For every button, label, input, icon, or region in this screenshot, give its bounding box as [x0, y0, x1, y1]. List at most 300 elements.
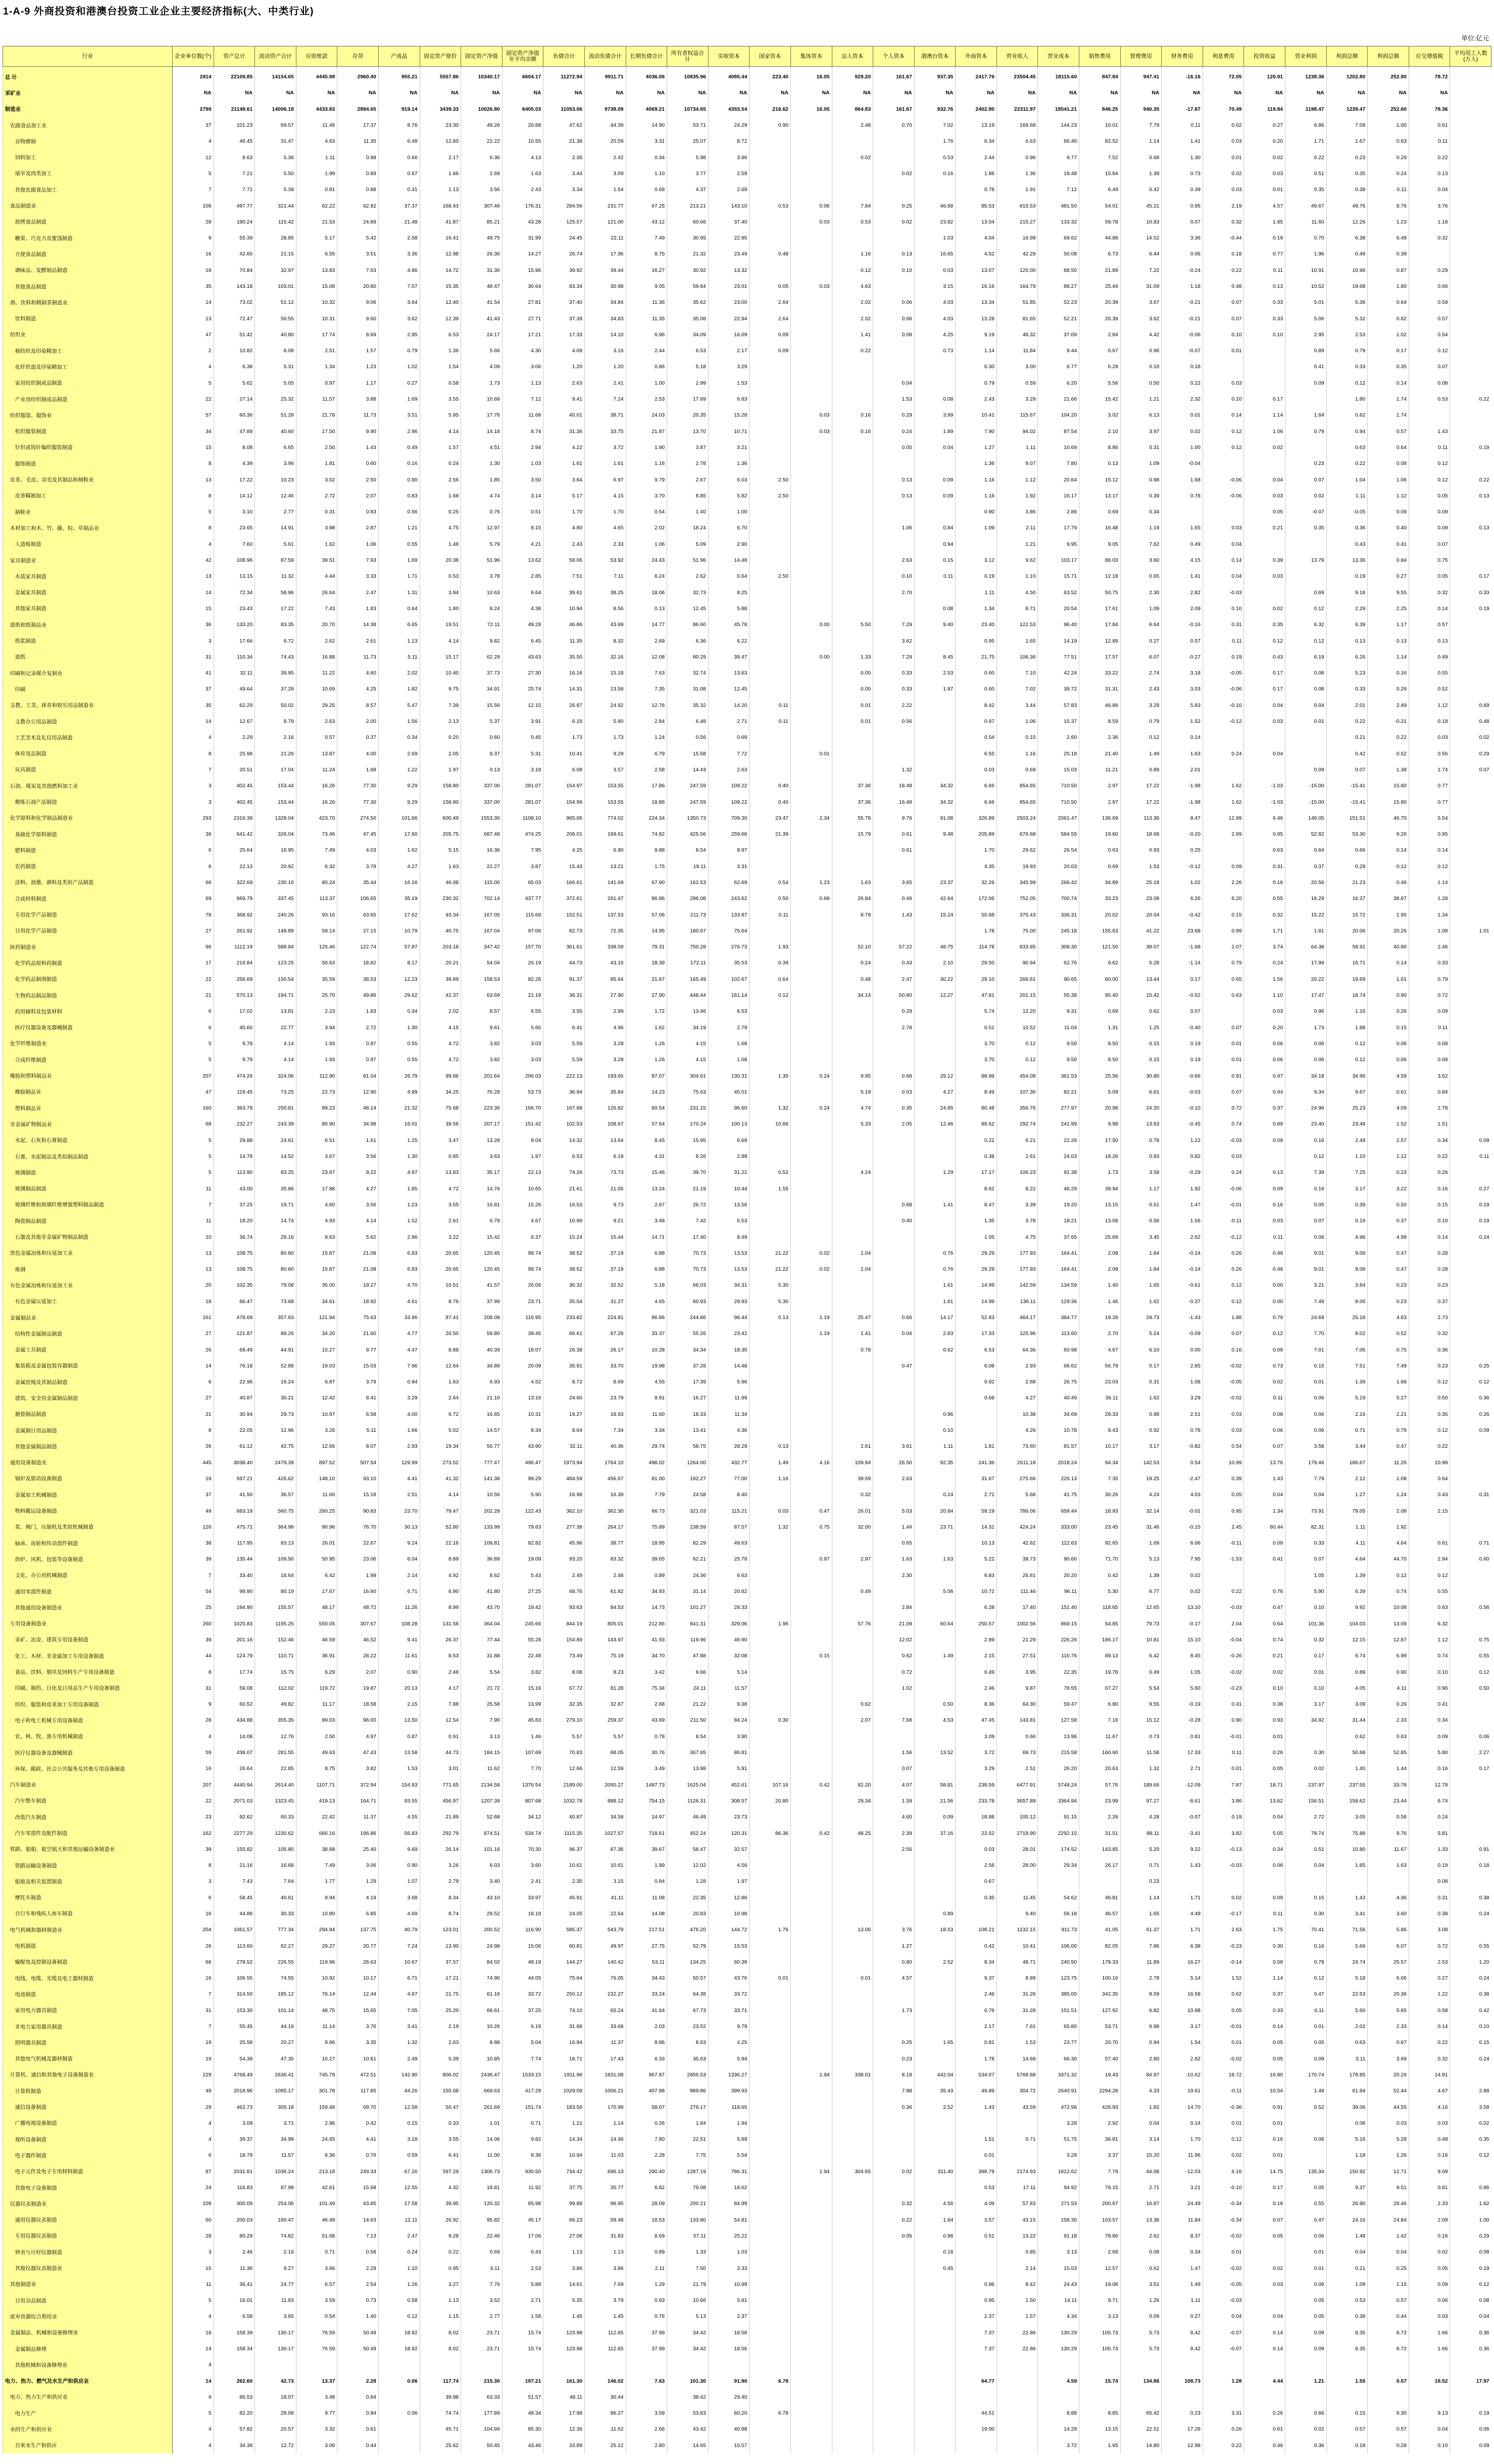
- value-cell: 2.70: [1079, 1326, 1121, 1342]
- value-cell: [790, 1535, 832, 1551]
- value-cell: [914, 842, 956, 858]
- value-cell: [790, 826, 832, 842]
- value-cell: 17.62: [378, 906, 420, 922]
- value-cell: 75.63: [667, 1084, 709, 1100]
- value-cell: 1323.45: [255, 1793, 296, 1809]
- value-cell: [914, 1890, 956, 1906]
- table-row: [3, 133, 1492, 149]
- value-cell: 1.00: [1162, 440, 1203, 455]
- value-cell: [749, 455, 791, 471]
- value-cell: 89.13: [1079, 1648, 1121, 1664]
- value-cell: 4.44: [296, 568, 337, 584]
- value-cell: [749, 2003, 791, 2018]
- value-cell: 211.50: [667, 1712, 709, 1728]
- value-cell: 0.16: [914, 166, 956, 182]
- value-cell: 25.07: [667, 133, 709, 149]
- value-cell: 8.47: [956, 1197, 997, 1213]
- value-cell: 0.62: [1326, 407, 1368, 423]
- value-cell: 0.06: [1285, 2131, 1327, 2147]
- industry-name-cell: 物料搬运设备制造: [3, 1503, 173, 1519]
- value-cell: 0.25: [873, 198, 915, 214]
- value-cell: 87.54: [1038, 424, 1079, 440]
- value-cell: 321.03: [667, 1503, 709, 1519]
- value-cell: 18541.21: [1038, 101, 1079, 117]
- value-cell: 0.72: [1409, 1938, 1450, 1954]
- value-cell: 1.74: [1368, 407, 1409, 423]
- value-cell: 12.65: [1120, 1599, 1162, 1615]
- value-cell: 0.09: [914, 1809, 956, 1825]
- value-cell: 99.74: [502, 1245, 543, 1261]
- value-cell: -1.98: [1162, 778, 1203, 794]
- value-cell: 2894.65: [337, 101, 379, 117]
- value-cell: [873, 278, 915, 294]
- value-cell: 55.45: [214, 2018, 255, 2034]
- value-cell: 6.03: [708, 471, 749, 487]
- value-cell: 60.38: [708, 1954, 749, 1970]
- value-cell: 10340.17: [461, 67, 502, 85]
- value-cell: 2.84: [873, 1599, 915, 1615]
- value-cell: 3.42: [626, 1664, 667, 1680]
- value-cell: 4.11: [1368, 1680, 1409, 1696]
- value-cell: 2.04: [1203, 1616, 1244, 1632]
- value-cell: 117.85: [337, 2083, 379, 2099]
- value-cell: 49.86: [337, 987, 379, 1003]
- value-cell: [832, 488, 873, 504]
- value-cell: [1244, 2357, 1285, 2373]
- value-cell: 4.03: [337, 842, 379, 858]
- value-cell: 1.71: [378, 568, 420, 584]
- value-cell: 0.95: [1203, 1503, 1244, 1519]
- value-cell: 0.76: [337, 2147, 379, 2163]
- industry-name-cell: 体育用品制造: [3, 745, 173, 761]
- value-cell: 1.75: [626, 859, 667, 875]
- value-cell: 11.57: [708, 1680, 749, 1696]
- value-cell: [790, 842, 832, 858]
- value-cell: 337.00: [461, 778, 502, 794]
- value-cell: [1450, 166, 1492, 182]
- value-cell: 1.63: [832, 875, 873, 891]
- value-cell: 26.14: [420, 1841, 461, 1857]
- value-cell: 0.19: [956, 568, 997, 584]
- table-row: [3, 166, 1492, 182]
- table-row: [3, 2357, 1492, 2373]
- value-cell: 3.40: [461, 1873, 502, 1889]
- value-cell: [749, 424, 791, 440]
- value-cell: 1.08: [1409, 923, 1450, 939]
- value-cell: 13: [173, 471, 214, 487]
- value-cell: 0.50: [749, 891, 791, 906]
- value-cell: [873, 2131, 915, 2147]
- value-cell: 0.75: [1368, 1342, 1409, 1357]
- value-cell: 15.42: [1079, 391, 1121, 407]
- value-cell: 930.50: [502, 2164, 543, 2180]
- value-cell: 276.73: [708, 939, 749, 955]
- value-cell: 0.05: [1285, 2180, 1327, 2196]
- value-cell: 19.68: [1326, 278, 1368, 294]
- value-cell: 0.19: [1162, 1052, 1203, 1068]
- value-cell: 17.06: [502, 2228, 543, 2244]
- table-row: [3, 278, 1492, 294]
- value-cell: [790, 1197, 832, 1213]
- value-cell: 7.24: [378, 1938, 420, 1954]
- industry-name-cell: 生物药品制品制造: [3, 987, 173, 1003]
- value-cell: [749, 1745, 791, 1761]
- value-cell: 37: [173, 681, 214, 697]
- value-cell: 179.33: [1079, 1954, 1121, 1970]
- value-cell: 24.92: [584, 697, 626, 713]
- value-cell: 8.35: [1326, 2325, 1368, 2341]
- value-cell: 6.46: [1244, 810, 1285, 826]
- value-cell: 0.02: [1203, 1890, 1244, 1906]
- table-row: [3, 2003, 1492, 2018]
- value-cell: 109.22: [708, 778, 749, 794]
- value-cell: 74.55: [255, 1970, 296, 1986]
- value-cell: 13.50: [378, 1712, 420, 1728]
- value-cell: 0.07: [1326, 762, 1368, 778]
- value-cell: 1.77: [296, 1873, 337, 1889]
- table-row: [3, 1696, 1492, 1712]
- value-cell: 57.83: [996, 2196, 1038, 2212]
- value-cell: 9738.09: [584, 101, 626, 117]
- value-cell: 17.40: [996, 1599, 1038, 1615]
- value-cell: 0.01: [832, 1970, 873, 1986]
- value-cell: 102.67: [708, 971, 749, 987]
- value-cell: 2.70: [873, 585, 915, 601]
- value-cell: [749, 1406, 791, 1422]
- value-cell: 0.58: [420, 375, 461, 391]
- value-cell: 1.10: [626, 166, 667, 182]
- value-cell: 4.27: [337, 1180, 379, 1196]
- value-cell: 232.27: [214, 1116, 255, 1132]
- value-cell: 17.74: [296, 327, 337, 343]
- value-cell: 158.80: [420, 794, 461, 810]
- value-cell: 168.43: [420, 198, 461, 214]
- value-cell: 9.55: [1368, 585, 1409, 601]
- value-cell: [1450, 1873, 1492, 1889]
- value-cell: 0.65: [1203, 971, 1244, 987]
- value-cell: 74.26: [543, 1164, 585, 1180]
- header-col: 产成品: [378, 46, 420, 67]
- value-cell: 84.99: [708, 2196, 749, 2212]
- value-cell: [1368, 1873, 1409, 1889]
- value-cell: 9.62: [996, 552, 1038, 568]
- value-cell: 14.19: [1038, 633, 1079, 649]
- value-cell: 2.47: [873, 971, 915, 987]
- value-cell: 10.13: [956, 1535, 997, 1551]
- value-cell: 278.52: [214, 1954, 255, 1970]
- value-cell: 1.56: [1244, 971, 1285, 987]
- value-cell: 0.45: [502, 729, 543, 745]
- value-cell: 42.73: [255, 2373, 296, 2389]
- value-cell: 2.02: [832, 310, 873, 326]
- value-cell: 0.79: [1203, 955, 1244, 971]
- value-cell: 2.56: [956, 1857, 997, 1873]
- industry-name-cell: 棉纺织及印染精加工: [3, 343, 173, 359]
- value-cell: [1450, 1277, 1492, 1293]
- value-cell: [1450, 955, 1492, 971]
- value-cell: 2.16: [1326, 1406, 1368, 1422]
- value-cell: 2960.40: [337, 67, 379, 85]
- value-cell: 434.88: [214, 1712, 255, 1728]
- value-cell: 0.27: [1450, 1180, 1492, 1196]
- value-cell: 2.53: [1326, 327, 1368, 343]
- value-cell: 0.78: [1285, 1954, 1327, 1970]
- value-cell: 4.25: [708, 2034, 749, 2050]
- value-cell: [996, 2357, 1038, 2373]
- value-cell: [832, 2131, 873, 2147]
- value-cell: 29.34: [1038, 1857, 1079, 1873]
- value-cell: 156.51: [1285, 1793, 1327, 1809]
- value-cell: 0.06: [1409, 2292, 1450, 2308]
- value-cell: 43.90: [502, 1438, 543, 1454]
- value-cell: 3.49: [626, 1761, 667, 1777]
- industry-name-cell: 木质家具制造: [3, 568, 173, 584]
- industry-name-cell: 有色金属冶炼和压延加工业: [3, 1277, 173, 1293]
- value-cell: 3038.40: [214, 1455, 255, 1471]
- value-cell: 14: [173, 294, 214, 310]
- value-cell: -0.14: [1162, 1261, 1203, 1277]
- value-cell: 4.31: [626, 1148, 667, 1164]
- value-cell: [749, 859, 791, 875]
- industry-name-cell: 农药制造: [3, 859, 173, 875]
- table-row: [3, 488, 1492, 504]
- table-row: [3, 1890, 1492, 1906]
- value-cell: 13: [173, 1261, 214, 1277]
- industry-name-cell: 屠宰及肉类加工: [3, 166, 173, 182]
- value-cell: 1.40: [1326, 1761, 1368, 1777]
- value-cell: 0.91: [1203, 1068, 1244, 1084]
- value-cell: 39.72: [1038, 681, 1079, 697]
- value-cell: 4.59: [1038, 2373, 1079, 2389]
- value-cell: [790, 633, 832, 649]
- table-row: [3, 2196, 1492, 2212]
- value-cell: [873, 1696, 915, 1712]
- value-cell: 82.27: [255, 1938, 296, 1954]
- value-cell: 2856.53: [667, 2067, 709, 2083]
- value-cell: 0.01: [956, 2147, 997, 2163]
- value-cell: 9.78: [214, 1036, 255, 1052]
- value-cell: 78.74: [1285, 1825, 1327, 1841]
- table-row: [3, 713, 1492, 729]
- value-cell: 0.10: [1203, 391, 1244, 407]
- value-cell: [1285, 1729, 1327, 1745]
- industry-name-cell: 输配电及控制设备制造: [3, 1954, 173, 1970]
- value-cell: 120.32: [461, 2196, 502, 2212]
- value-cell: 0.24: [1244, 955, 1285, 971]
- value-cell: 8.89: [420, 1551, 461, 1567]
- value-cell: 2.02: [832, 294, 873, 310]
- value-cell: 57.22: [873, 939, 915, 955]
- value-cell: 86.53: [214, 2389, 255, 2405]
- value-cell: 22.22: [461, 133, 502, 149]
- table-row: [3, 1938, 1492, 1954]
- value-cell: 1.55: [749, 1180, 791, 1196]
- value-cell: 45.96: [543, 1535, 585, 1551]
- value-cell: 58.06: [543, 552, 585, 568]
- value-cell: 4.09: [461, 359, 502, 375]
- value-cell: 1.78: [956, 2051, 997, 2067]
- value-cell: 2.93: [996, 1358, 1038, 1374]
- value-cell: 36.32: [543, 1277, 585, 1293]
- value-cell: 20.02: [1079, 906, 1121, 922]
- table-row: [3, 1052, 1492, 1068]
- value-cell: 754.15: [626, 1793, 667, 1809]
- value-cell: 29.74: [626, 1438, 667, 1454]
- value-cell: -10.62: [1162, 2067, 1203, 2083]
- value-cell: 0.92: [1120, 1422, 1162, 1438]
- industry-name-cell: 自行车和残疾人座车制造: [3, 1906, 173, 1922]
- value-cell: 96.00: [337, 1712, 379, 1728]
- value-cell: 0.13: [749, 1310, 791, 1326]
- value-cell: 0.02: [1450, 2115, 1492, 2131]
- value-cell: 1112.19: [214, 939, 255, 955]
- value-cell: 0.35: [1409, 1406, 1450, 1422]
- value-cell: [790, 665, 832, 681]
- value-cell: [1162, 2357, 1203, 2373]
- value-cell: 65.03: [502, 875, 543, 891]
- value-cell: 0.06: [378, 2405, 420, 2421]
- value-cell: 2.49: [1326, 1132, 1368, 1148]
- value-cell: 805.01: [584, 1616, 626, 1632]
- value-cell: [873, 2244, 915, 2260]
- value-cell: 23.44: [1368, 1793, 1409, 1809]
- value-cell: 1.06: [1244, 424, 1285, 440]
- value-cell: 2.69: [461, 166, 502, 182]
- value-cell: 0.01: [1285, 713, 1327, 729]
- value-cell: 1025.83: [214, 1616, 255, 1632]
- value-cell: 37.99: [626, 2325, 667, 2341]
- value-cell: 14.77: [626, 617, 667, 633]
- value-cell: 0.71: [1120, 1857, 1162, 1873]
- value-cell: 4.74: [461, 488, 502, 504]
- value-cell: 40.60: [255, 424, 296, 440]
- value-cell: [1450, 2164, 1492, 2180]
- value-cell: 7: [173, 1568, 214, 1583]
- value-cell: 0.36: [1326, 520, 1368, 536]
- value-cell: [832, 1213, 873, 1229]
- value-cell: 84.24: [708, 1712, 749, 1728]
- value-cell: [832, 2405, 873, 2421]
- value-cell: 2.10: [1079, 424, 1121, 440]
- value-cell: 11.04: [1038, 1020, 1079, 1036]
- value-cell: 11.35: [543, 633, 585, 649]
- value-cell: [790, 520, 832, 536]
- value-cell: 7.76: [461, 2276, 502, 2292]
- header-col: 平均用工人数(万人): [1450, 46, 1492, 67]
- value-cell: 1.65: [1120, 1277, 1162, 1293]
- value-cell: [790, 1180, 832, 1196]
- value-cell: 49.76: [1326, 198, 1368, 214]
- value-cell: 6.77: [1038, 359, 1079, 375]
- value-cell: 0.79: [1244, 1310, 1285, 1326]
- value-cell: NA: [832, 85, 873, 101]
- value-cell: 833.85: [996, 939, 1038, 955]
- value-cell: 2.61: [996, 1148, 1038, 1164]
- value-cell: 17.02: [214, 1003, 255, 1019]
- value-cell: 1006.21: [584, 2083, 626, 2099]
- value-cell: 4.34: [1038, 2308, 1079, 2324]
- value-cell: 0.12: [1450, 2276, 1492, 2292]
- value-cell: 244.86: [667, 1310, 709, 1326]
- value-cell: 176.31: [502, 198, 543, 214]
- value-cell: 19.27: [543, 1406, 585, 1422]
- value-cell: 108.96: [214, 552, 255, 568]
- value-cell: [1244, 585, 1285, 601]
- value-cell: 40.49: [1038, 1390, 1079, 1406]
- value-cell: 129.99: [378, 1455, 420, 1471]
- value-cell: 36.81: [1079, 2131, 1121, 2147]
- value-cell: 0.12: [1368, 859, 1409, 875]
- value-cell: 2.67: [626, 1197, 667, 1213]
- value-cell: 96.60: [708, 1100, 749, 1116]
- value-cell: 80.48: [956, 1100, 997, 1116]
- value-cell: 9: [173, 1696, 214, 1712]
- value-cell: 0.68: [873, 1197, 915, 1213]
- value-cell: 0.62: [1368, 310, 1409, 326]
- value-cell: 19: [173, 2034, 214, 2050]
- value-cell: 6.53: [667, 343, 709, 359]
- value-cell: 2.44: [626, 343, 667, 359]
- value-cell: [790, 906, 832, 922]
- value-cell: 1.13: [378, 633, 420, 649]
- value-cell: 17.86: [626, 778, 667, 794]
- value-cell: 154.89: [543, 1632, 585, 1648]
- value-cell: 7.25: [1326, 1164, 1368, 1180]
- value-cell: 0.14: [1162, 2115, 1203, 2131]
- value-cell: 5.17: [296, 230, 337, 246]
- value-cell: -2.47: [1162, 1471, 1203, 1487]
- value-cell: 158.34: [214, 2341, 255, 2357]
- value-cell: 8.72: [708, 133, 749, 149]
- value-cell: 26.17: [1079, 1857, 1121, 1873]
- value-cell: 669.79: [214, 891, 255, 906]
- value-cell: 6.77: [1120, 1583, 1162, 1599]
- value-cell: 14.38: [337, 617, 379, 633]
- value-cell: 0.48: [1450, 713, 1492, 729]
- industry-name-cell: 电气机械和器材制造业: [3, 1922, 173, 1938]
- value-cell: 0.12: [1203, 2131, 1244, 2147]
- value-cell: 5.74: [956, 1003, 997, 1019]
- value-cell: 1.70: [584, 504, 626, 520]
- value-cell: 237.97: [1285, 1777, 1327, 1792]
- value-cell: 48.11: [543, 2389, 585, 2405]
- value-cell: 8.86: [626, 2034, 667, 2050]
- value-cell: 35.62: [667, 294, 709, 310]
- value-cell: 120.00: [996, 262, 1038, 278]
- value-cell: 0.64: [1368, 440, 1409, 455]
- value-cell: -0.03: [1203, 585, 1244, 601]
- value-cell: 3.44: [1326, 1438, 1368, 1454]
- value-cell: 296.08: [667, 891, 709, 906]
- value-cell: 2.51: [996, 1761, 1038, 1777]
- value-cell: 6.65: [378, 617, 420, 633]
- value-cell: 16.53: [543, 1197, 585, 1213]
- value-cell: 64.38: [1285, 939, 1327, 955]
- value-cell: 15.37: [1038, 713, 1079, 729]
- value-cell: 143.18: [214, 278, 255, 294]
- value-cell: 5.06: [914, 1583, 956, 1599]
- table-row: [3, 294, 1492, 310]
- value-cell: [914, 1229, 956, 1245]
- value-cell: 3.17: [1162, 2018, 1203, 2034]
- value-cell: 24: [173, 2180, 214, 2196]
- value-cell: [749, 1326, 791, 1342]
- value-cell: 0.09: [1368, 504, 1409, 520]
- value-cell: 8.26: [667, 1148, 709, 1164]
- value-cell: 2.37: [956, 2308, 997, 2324]
- value-cell: 6.42: [1120, 1648, 1162, 1664]
- value-cell: 472.96: [1038, 2099, 1079, 2115]
